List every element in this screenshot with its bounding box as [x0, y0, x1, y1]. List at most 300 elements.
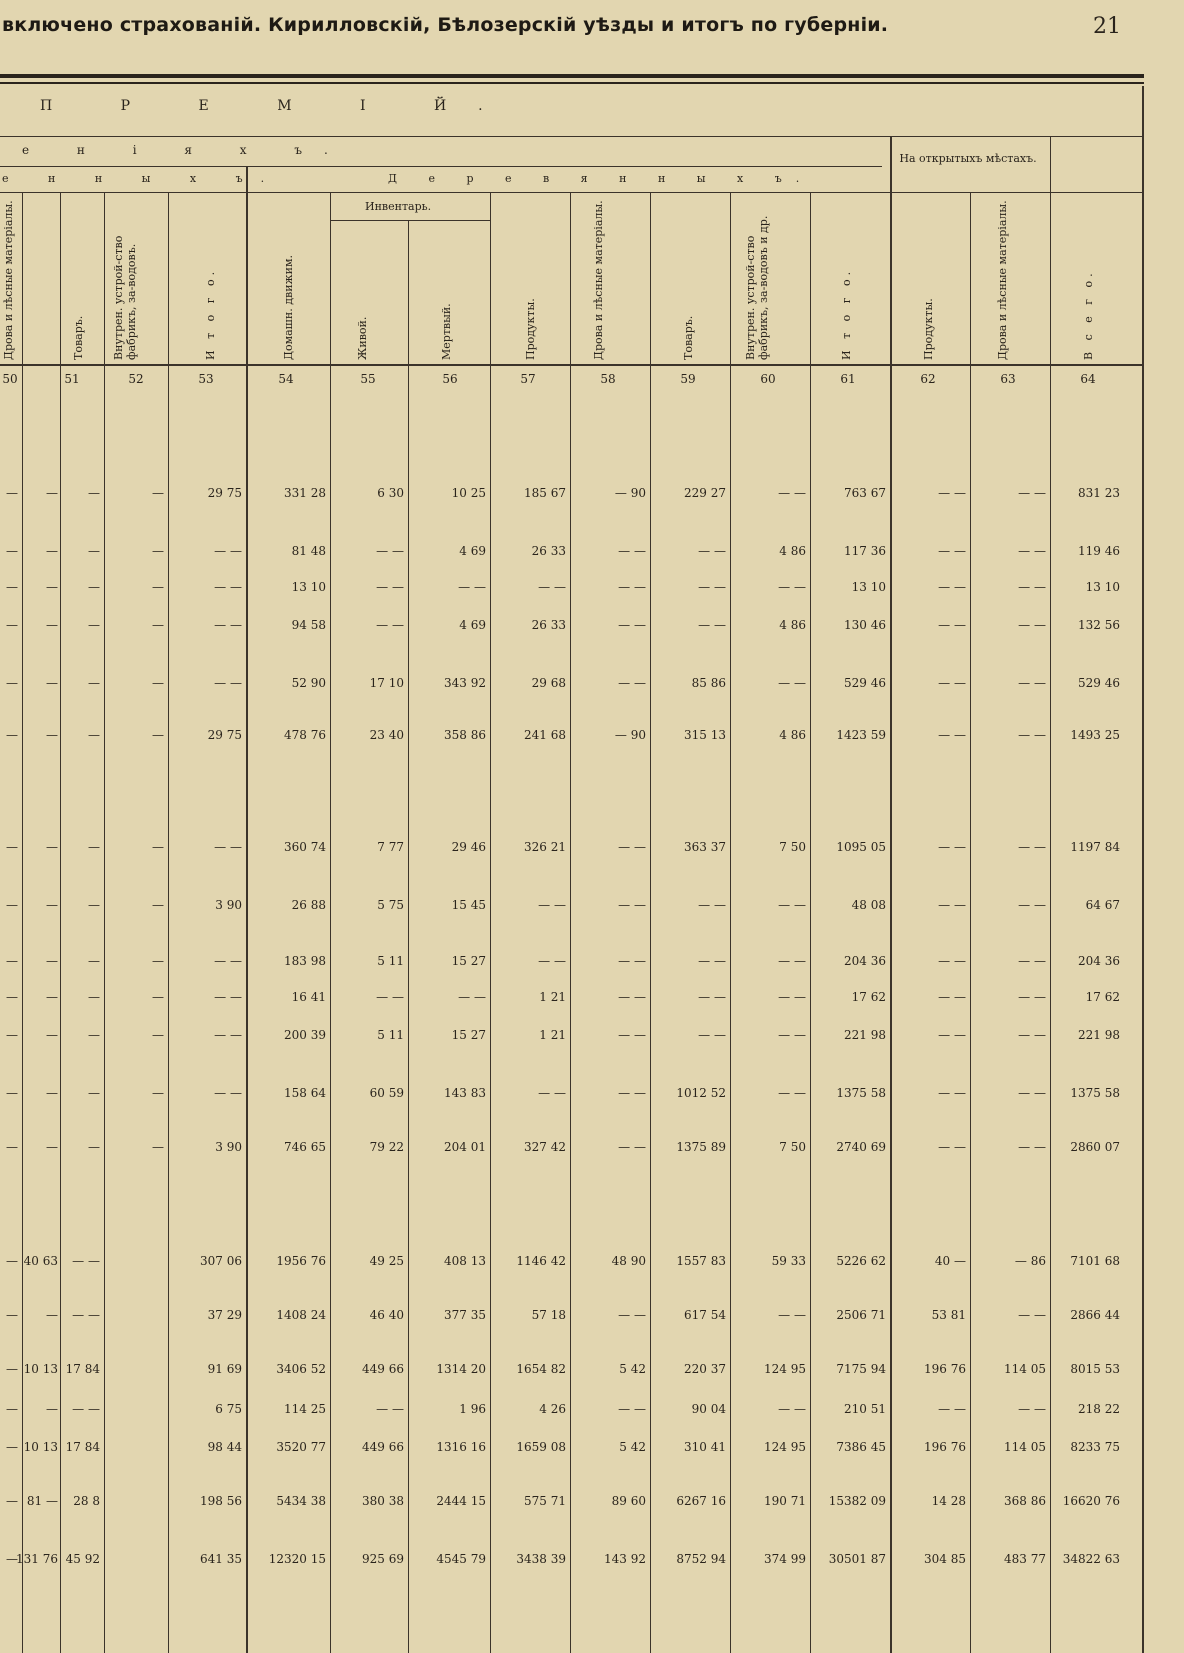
table-cell: 26 33	[531, 544, 566, 558]
table-cell: —	[46, 1086, 58, 1100]
table-cell: —	[152, 898, 164, 912]
col-rule	[650, 192, 651, 1653]
table-cell: —	[152, 728, 164, 742]
table-cell: 124 95	[764, 1362, 806, 1376]
table-cell: — —	[778, 1028, 806, 1042]
table-cell: 204 36	[1078, 954, 1120, 968]
table-cell: 3438 39	[516, 1552, 566, 1566]
table-cell: 8233 75	[1070, 1440, 1120, 1454]
table-cell: — —	[938, 1086, 966, 1100]
table-cell: 7 77	[377, 840, 404, 854]
table-cell: 124 95	[764, 1440, 806, 1454]
table-cell: 26 88	[291, 898, 326, 912]
table-cell: — —	[938, 1402, 966, 1416]
table-cell: — —	[618, 954, 646, 968]
col-num-62: 62	[920, 372, 936, 386]
table-cell: 17 62	[1085, 990, 1120, 1004]
table-cell: 1 96	[459, 1402, 486, 1416]
table-cell: — —	[698, 898, 726, 912]
rule-1	[0, 136, 1142, 137]
top-rule	[0, 74, 1144, 78]
table-cell: 16620 76	[1062, 1494, 1120, 1508]
inventory-header: Инвентарь.	[365, 200, 432, 213]
col-rule	[1050, 136, 1051, 1653]
table-cell: — —	[938, 1028, 966, 1042]
table-cell: —	[46, 486, 58, 500]
table-cell: 3406 52	[276, 1362, 326, 1376]
table-cell: — —	[214, 618, 242, 632]
table-cell: 4 86	[779, 728, 806, 742]
table-cell: — —	[618, 676, 646, 690]
table-cell: — 86	[1014, 1254, 1046, 1268]
col-label-60: Внутрен. устрой-ство фабрикъ, за-водовъ и др.	[744, 215, 770, 360]
table-cell: —	[152, 618, 164, 632]
table-cell: 307 06	[200, 1254, 242, 1268]
table-cell: —	[152, 1086, 164, 1100]
table-cell: — —	[698, 544, 726, 558]
table-cell: 368 86	[1004, 1494, 1046, 1508]
table-cell: 3520 77	[276, 1440, 326, 1454]
table-cell: — —	[1018, 898, 1046, 912]
table-cell: — 90	[614, 728, 646, 742]
table-cell: 641 35	[200, 1552, 242, 1566]
table-cell: 3 90	[215, 898, 242, 912]
table-cell: 17 10	[369, 676, 404, 690]
right-border	[1142, 86, 1144, 1653]
col-num-50: 50	[2, 372, 18, 386]
table-cell: — —	[938, 898, 966, 912]
table-cell: 4 69	[459, 544, 486, 558]
table-cell: —	[46, 580, 58, 594]
table-cell: — —	[72, 1254, 100, 1268]
table-cell: —	[6, 1494, 18, 1508]
table-cell: — —	[938, 580, 966, 594]
table-cell: 29 75	[207, 728, 242, 742]
table-cell: —	[6, 544, 18, 558]
table-cell: 221 98	[1078, 1028, 1120, 1042]
table-cell: 529 46	[844, 676, 886, 690]
table-cell: 925 69	[362, 1552, 404, 1566]
col-rule	[570, 192, 571, 1653]
table-cell: —	[6, 580, 18, 594]
col-label-53: И т о г о.	[204, 267, 217, 360]
table-cell: 10 25	[451, 486, 486, 500]
table-cell: — —	[618, 580, 646, 594]
table-cell: 1956 76	[276, 1254, 326, 1268]
table-cell: — —	[376, 990, 404, 1004]
table-cell: 220 37	[684, 1362, 726, 1376]
table-cell: — —	[458, 580, 486, 594]
table-cell: 327 42	[524, 1140, 566, 1154]
table-cell: — —	[1018, 840, 1046, 854]
table-cell: 221 98	[844, 1028, 886, 1042]
table-cell: 2866 44	[1070, 1308, 1120, 1322]
table-cell: — —	[938, 676, 966, 690]
table-cell: —	[6, 1140, 18, 1154]
table-cell: — —	[214, 990, 242, 1004]
table-cell: 48 90	[611, 1254, 646, 1268]
table-cell: — —	[698, 954, 726, 968]
table-cell: —	[46, 676, 58, 690]
table-cell: 15 27	[451, 954, 486, 968]
table-cell: — —	[778, 1402, 806, 1416]
subtitle-2-right: Д е р е в я н н ы х ъ.	[388, 172, 814, 185]
col-rule	[890, 136, 892, 1653]
table-cell: 98 44	[207, 1440, 242, 1454]
table-cell: 196 76	[924, 1440, 966, 1454]
table-cell: — —	[1018, 1308, 1046, 1322]
table-cell: 40 63	[23, 1254, 58, 1268]
table-cell: 529 46	[1078, 676, 1120, 690]
table-cell: — —	[618, 1086, 646, 1100]
table-cell: — —	[1018, 1028, 1046, 1042]
table-cell: 46 40	[369, 1308, 404, 1322]
table-cell: 16 41	[291, 990, 326, 1004]
table-cell: 158 64	[284, 1086, 326, 1100]
col-label-57: Продукты.	[524, 298, 537, 360]
table-cell: — —	[938, 840, 966, 854]
table-cell: 85 86	[691, 676, 726, 690]
table-cell: —	[46, 618, 58, 632]
table-cell: —	[152, 544, 164, 558]
table-cell: —	[6, 840, 18, 854]
table-cell: 4 69	[459, 618, 486, 632]
table-cell: 200 39	[284, 1028, 326, 1042]
table-cell: 6 30	[377, 486, 404, 500]
table-cell: 1 21	[539, 1028, 566, 1042]
table-cell: 1423 59	[836, 728, 886, 742]
subtitle-1: е н і я х ъ.	[22, 143, 350, 157]
table-cell: 190 71	[764, 1494, 806, 1508]
table-cell: 326 21	[524, 840, 566, 854]
table-cell: 1375 58	[836, 1086, 886, 1100]
table-cell: 5 11	[377, 1028, 404, 1042]
col-num-57: 57	[520, 372, 536, 386]
table-cell: — —	[538, 1086, 566, 1100]
table-cell: —	[152, 1028, 164, 1042]
table-cell: —	[46, 728, 58, 742]
table-cell: 29 68	[531, 676, 566, 690]
table-cell: 57 18	[531, 1308, 566, 1322]
table-cell: 5 11	[377, 954, 404, 968]
table-cell: 304 85	[924, 1552, 966, 1566]
table-cell: 10 13	[23, 1362, 58, 1376]
table-cell: — —	[1018, 728, 1046, 742]
table-cell: —	[6, 1086, 18, 1100]
table-cell: 1557 83	[676, 1254, 726, 1268]
table-cell: 60 59	[369, 1086, 404, 1100]
table-cell: —	[46, 1140, 58, 1154]
table-cell: —	[88, 544, 100, 558]
table-cell: —	[6, 990, 18, 1004]
table-cell: — —	[618, 1140, 646, 1154]
table-cell: 5226 62	[836, 1254, 886, 1268]
table-cell: 114 05	[1004, 1440, 1046, 1454]
table-cell: —	[152, 954, 164, 968]
table-cell: — —	[72, 1402, 100, 1416]
table-cell: — —	[618, 1028, 646, 1042]
table-cell: 4545 79	[436, 1552, 486, 1566]
table-cell: 575 71	[524, 1494, 566, 1508]
table-cell: 1316 16	[436, 1440, 486, 1454]
table-cell: 1 21	[539, 990, 566, 1004]
table-cell: —	[6, 618, 18, 632]
table-cell: —	[6, 1254, 18, 1268]
table-cell: —	[6, 1028, 18, 1042]
col-label-63: Дрова и лѣсные матеріалы.	[996, 200, 1009, 360]
table-cell: —	[152, 486, 164, 500]
table-cell: 1314 20	[436, 1362, 486, 1376]
table-cell: 13 10	[291, 580, 326, 594]
top-rule-thin	[0, 82, 1144, 84]
table-cell: 117 36	[844, 544, 886, 558]
table-cell: 1095 05	[836, 840, 886, 854]
table-cell: 119 46	[1078, 544, 1120, 558]
table-cell: 1375 89	[676, 1140, 726, 1154]
table-cell: —	[6, 1552, 18, 1566]
table-cell: 48 08	[851, 898, 886, 912]
table-cell: 114 05	[1004, 1362, 1046, 1376]
col-label-50: Дрова и лѣсные матеріалы.	[2, 200, 15, 360]
table-cell: 831 23	[1078, 486, 1120, 500]
table-cell: —	[88, 1140, 100, 1154]
table-cell: 13 10	[851, 580, 886, 594]
page-number: 21	[1093, 14, 1121, 39]
table-cell: —	[6, 954, 18, 968]
table-cell: —	[6, 1308, 18, 1322]
table-cell: 4 26	[539, 1402, 566, 1416]
table-cell: —	[88, 840, 100, 854]
table-cell: — —	[1018, 1402, 1046, 1416]
table-cell: — —	[698, 1028, 726, 1042]
table-cell: 13 10	[1085, 580, 1120, 594]
table-cell: 374 99	[764, 1552, 806, 1566]
rule-2	[0, 166, 882, 167]
col-label-59: Товаръ.	[682, 315, 695, 360]
table-cell: 617 54	[684, 1308, 726, 1322]
table-cell: 91 69	[207, 1362, 242, 1376]
table-cell: 310 41	[684, 1440, 726, 1454]
table-cell: 229 27	[684, 486, 726, 500]
table-cell: 64 67	[1085, 898, 1120, 912]
table-cell: 5434 38	[276, 1494, 326, 1508]
table-cell: — —	[698, 990, 726, 1004]
table-cell: — —	[214, 580, 242, 594]
table-cell: — —	[698, 580, 726, 594]
table-cell: 196 76	[924, 1362, 966, 1376]
table-cell: —	[88, 580, 100, 594]
table-cell: 2444 15	[436, 1494, 486, 1508]
table-cell: —	[152, 580, 164, 594]
col-rule	[408, 220, 409, 1653]
table-cell: 132 56	[1078, 618, 1120, 632]
table-cell: 7 50	[779, 1140, 806, 1154]
table-cell: — —	[618, 898, 646, 912]
col-label-51: Товаръ.	[72, 315, 85, 360]
table-cell: —	[88, 1086, 100, 1100]
open-places-header: На открытыхъ мѣстахъ.	[899, 152, 1037, 165]
table-cell: — —	[618, 1402, 646, 1416]
table-cell: —	[152, 1140, 164, 1154]
table-cell: — —	[778, 580, 806, 594]
table-cell: —	[88, 898, 100, 912]
table-cell: 746 65	[284, 1140, 326, 1154]
table-cell: 358 86	[444, 728, 486, 742]
table-cell: 1654 82	[516, 1362, 566, 1376]
table-cell: 34822 63	[1062, 1552, 1120, 1566]
col-num-61: 61	[840, 372, 856, 386]
table-cell: 6 75	[215, 1402, 242, 1416]
table-cell: 8752 94	[676, 1552, 726, 1566]
col-rule	[168, 192, 169, 1653]
col-rule	[330, 192, 331, 1653]
col-label-55: Живой.	[356, 316, 369, 360]
table-cell: —	[6, 676, 18, 690]
table-cell: —	[46, 840, 58, 854]
group-title: П Р Е М І Й.	[40, 98, 515, 114]
col-label-61: И т о г о.	[840, 267, 853, 360]
col-num-63: 63	[1000, 372, 1016, 386]
table-cell: 363 37	[684, 840, 726, 854]
table-cell: — —	[1018, 544, 1046, 558]
table-cell: — —	[778, 954, 806, 968]
table-cell: — —	[618, 1308, 646, 1322]
table-cell: — —	[1018, 486, 1046, 500]
table-cell: — —	[1018, 580, 1046, 594]
table-cell: — —	[376, 544, 404, 558]
table-cell: — —	[938, 1140, 966, 1154]
table-cell: —	[46, 990, 58, 1004]
table-cell: — —	[214, 676, 242, 690]
table-cell: 37 29	[207, 1308, 242, 1322]
table-cell: 90 04	[691, 1402, 726, 1416]
table-cell: — —	[538, 954, 566, 968]
table-cell: — —	[214, 954, 242, 968]
table-cell: 5 42	[619, 1362, 646, 1376]
table-cell: 483 77	[1004, 1552, 1046, 1566]
table-cell: —	[88, 990, 100, 1004]
table-cell: 1375 58	[1070, 1086, 1120, 1100]
table-cell: — —	[1018, 1140, 1046, 1154]
table-cell: — —	[538, 580, 566, 594]
table-cell: 2506 71	[836, 1308, 886, 1322]
table-cell: 14 28	[931, 1494, 966, 1508]
table-cell: —	[6, 486, 18, 500]
table-cell: — —	[1018, 990, 1046, 1004]
table-cell: 12320 15	[268, 1552, 326, 1566]
table-cell: 7175 94	[836, 1362, 886, 1376]
table-cell: 198 56	[200, 1494, 242, 1508]
table-cell: 331 28	[284, 486, 326, 500]
col-num-55: 55	[360, 372, 376, 386]
col-rule	[22, 192, 23, 1653]
col-num-54: 54	[278, 372, 294, 386]
table-cell: — —	[938, 954, 966, 968]
table-cell: —	[6, 898, 18, 912]
col-label-62: Продукты.	[922, 298, 935, 360]
table-cell: — —	[938, 486, 966, 500]
table-cell: 79 22	[369, 1140, 404, 1154]
table-cell: 143 83	[444, 1086, 486, 1100]
table-cell: — —	[72, 1308, 100, 1322]
col-num-58: 58	[600, 372, 616, 386]
table-cell: — 90	[614, 486, 646, 500]
col-num-59: 59	[680, 372, 696, 386]
table-cell: — —	[778, 1086, 806, 1100]
table-cell: 30501 87	[828, 1552, 886, 1566]
table-cell: 183 98	[284, 954, 326, 968]
table-cell: —	[6, 1440, 18, 1454]
table-cell: —	[6, 728, 18, 742]
col-label-64: В с е г о.	[1082, 269, 1095, 360]
table-cell: 81 48	[291, 544, 326, 558]
table-cell: 6267 16	[676, 1494, 726, 1508]
col-rule	[246, 166, 248, 1653]
table-cell: — —	[618, 544, 646, 558]
table-cell: — —	[538, 898, 566, 912]
table-cell: — —	[376, 580, 404, 594]
table-cell: 210 51	[844, 1402, 886, 1416]
col-num-64: 64	[1080, 372, 1096, 386]
table-cell: 343 92	[444, 676, 486, 690]
col-num-53: 53	[198, 372, 214, 386]
rule-inventory	[330, 220, 490, 221]
table-cell: — —	[618, 840, 646, 854]
table-cell: 1197 84	[1070, 840, 1120, 854]
table-cell: 17 62	[851, 990, 886, 1004]
table-cell: 241 68	[524, 728, 566, 742]
table-cell: 185 67	[524, 486, 566, 500]
table-cell: 89 60	[611, 1494, 646, 1508]
table-cell: — —	[778, 676, 806, 690]
table-cell: —	[46, 1308, 58, 1322]
table-cell: 26 33	[531, 618, 566, 632]
table-cell: 131 76	[16, 1552, 58, 1566]
table-cell: — —	[458, 990, 486, 1004]
table-cell: — —	[214, 544, 242, 558]
table-cell: — —	[376, 618, 404, 632]
table-cell: —	[46, 1402, 58, 1416]
table-cell: — —	[778, 486, 806, 500]
col-rule	[810, 192, 811, 1653]
table-cell: 478 76	[284, 728, 326, 742]
table-cell: — —	[214, 840, 242, 854]
table-cell: 1659 08	[516, 1440, 566, 1454]
table-cell: — —	[214, 1086, 242, 1100]
table-cell: —	[46, 1028, 58, 1042]
table-cell: 315 13	[684, 728, 726, 742]
table-cell: 204 01	[444, 1140, 486, 1154]
table-cell: — —	[938, 544, 966, 558]
table-cell: 15382 09	[828, 1494, 886, 1508]
table-cell: 23 40	[369, 728, 404, 742]
col-num-56: 56	[442, 372, 458, 386]
col-rule	[490, 192, 491, 1653]
table-cell: 377 35	[444, 1308, 486, 1322]
table-cell: —	[6, 1362, 18, 1376]
col-rule	[970, 192, 971, 1653]
col-label-54: Домашн. движим.	[282, 254, 295, 360]
table-cell: 449 66	[362, 1362, 404, 1376]
col-rule	[104, 192, 105, 1653]
table-cell: —	[152, 676, 164, 690]
table-cell: 94 58	[291, 618, 326, 632]
table-cell: — —	[1018, 676, 1046, 690]
subtitle-2-left: е н н ы х ъ.	[2, 172, 283, 185]
table-cell: 3 90	[215, 1140, 242, 1154]
table-cell: — —	[778, 990, 806, 1004]
table-cell: 380 38	[362, 1494, 404, 1508]
